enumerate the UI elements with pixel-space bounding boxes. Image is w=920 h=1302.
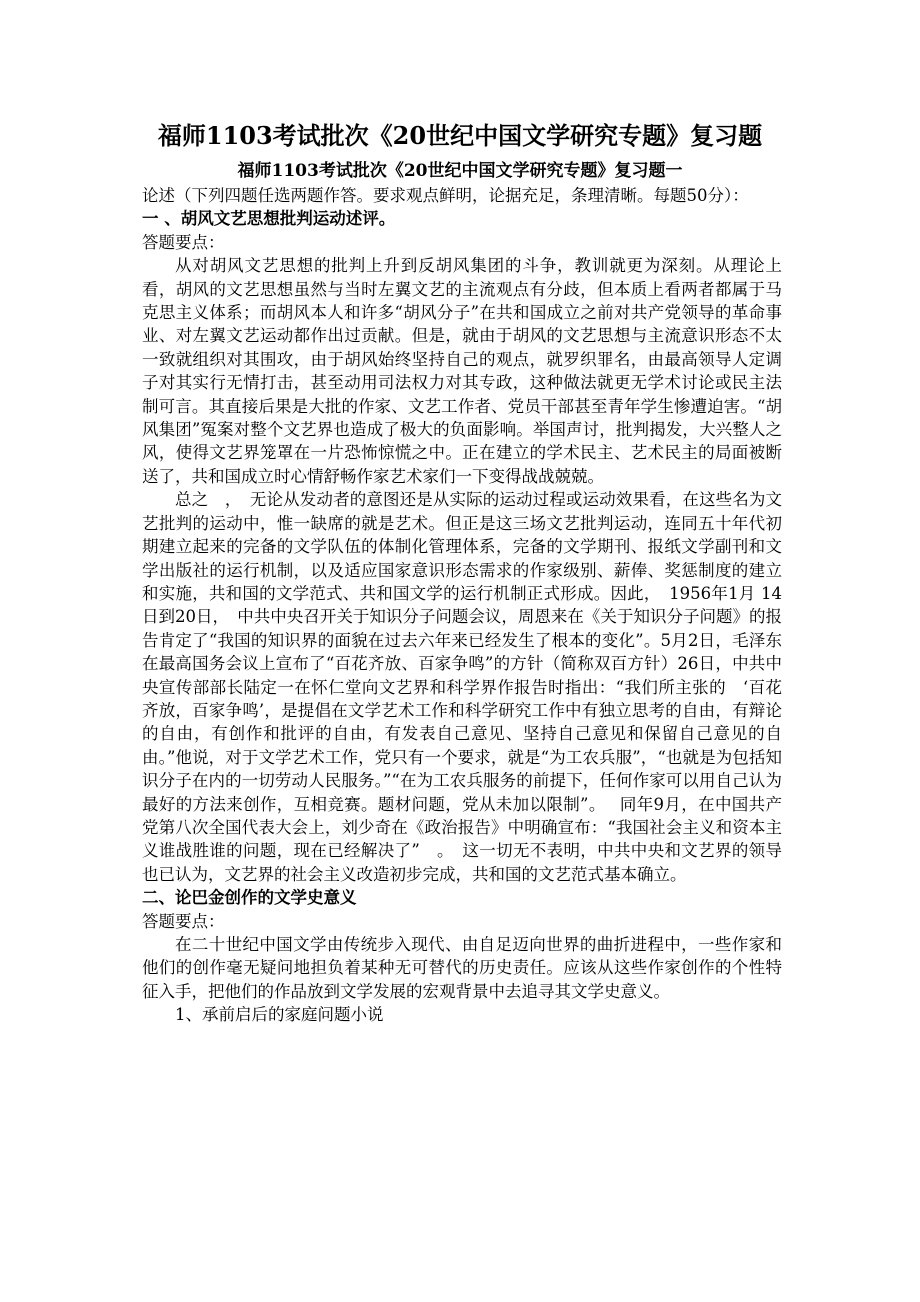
document-body [142,184,782,1027]
question-2-heading: 二、论巴金创作的文学史意义 [142,888,357,908]
question-1-paragraph-1: 从对胡风文艺思想的批判上升到反胡风集团的斗争，教训就更为深刻。从理论上看，胡风的文艺思想虽然与当时左翼文艺的主流观点有分歧，但本质上看两者都属于马克思主义体系；而胡风本人和许多“胡风分子”在共和国成立之前对共产党领导的革命事业、对左翼文艺运动都作出过贡献。但是，就由于胡风的文艺思想与主流意识形态不太一致就组织对其围攻，由于胡风始终坚持自己的观点，就罗织罪名，由最高领导人定调子对其实行无情打击，甚至动用司法权力对其专政，这种做法就更无学术讨论或民主法制可言。其直接后果是大批的作家、文艺工作者、党员干部甚至青年学生惨遭迫害。“胡风集团”冤案对整个文艺界也造成了极大的负面影响。举国声讨，批判揭发，大兴整人之风，使得文艺界笼罩在一片恐怖惊慌之中。正在建立的学术民主、艺术民主的局面被断送了，共和国成立时心情舒畅作家艺术家们一下变得战战兢兢。 [142,256,782,486]
document-title: 福师1103考试批次《20世纪中国文学研究专题》复习题 [157,121,763,150]
question-1-paragraph-2: 总之 ， 无论从发动者的意图还是从实际的运动过程或运动效果看，在这些名为文艺批判的运动中，惟一缺席的就是艺术。但正是这三场文艺批判运动，连同五十年代初期建立起来的完备的文学队伍的体制化管理体系，完备的文学期刊、报纸文学副刊和文学出版社的运行机制，以及适应国家意识形态需求的作家级别、薪俸、奖惩制度的建立和实施，共和国的文学范式、共和国文学的运行机制正式形成。因此， 1956年1月 14日到20日， 中共中央召开关于知识分子问题会议，周恩来在《关于知识分子问题》的报告肯定了“我国的知识界的面貌在过去六年来已经发生了根本的变化”。5月2日，毛泽东在最高国务会议上宣布了“百花齐放、百家争鸣”的方针（简称双百方针）26日，中共中央宣传部部长陆定一在怀仁堂向文艺界和科学界作报告时指出：“我们所主张的 ‘百花齐放，百家争鸣’，是提倡在文学艺术工作和科学研究工作中有独立思考的自由，有辩论的自由，有创作和批评的自由，有发表自己意见、坚持自己意见和保留自己意见的自由。”他说，对于文学艺术工作，党只有一个要求，就是“为工农兵服”，“也就是为包括知识分子在内的一切劳动人民服务。”“在为工农兵服务的前提下，任何作家可以用自己认为最好的方法来创作，互相竞赛。题材问题，党从未加以限制”。 同年9月，在中国共产党第八次全国代表大会上，刘少奇在《政治报告》中明确宣布：“我国社会主义和资本主义谁战胜谁的问题，现在已经解决了” 。 这一切无不表明，中共中央和文艺界的领导也已认为，文艺界的社会主义改造初步完成，共和国的文艺范式基本确立。 [142,490,782,884]
instructions: 论述（下列四题任选两题作答。要求观点鲜明，论据充足，条理清晰。每题50分）： [142,186,749,205]
question-2-paragraph-1: 在二十世纪中国文学由传统步入现代、由自足迈向世界的曲折进程中，一些作家和他们的创作毫无疑问地担负着某种无可替代的历史责任。应该从这些作家创作的个性特征入手，把他们的作品放到文学发展的宏观背景中去追寻其文学史意义。 [142,935,782,1001]
document-subtitle: 福师1103考试批次《20世纪中国文学研究专题》复习题一 [237,161,683,181]
question-2-point-1: 1、承前启后的家庭问题小说 [175,1005,384,1025]
question-1-heading: 一 、胡风文艺思想批判运动述评。 [142,209,396,229]
question-1-answer-label: 答题要点： [142,232,225,252]
question-2-answer-label: 答题要点： [142,911,225,931]
